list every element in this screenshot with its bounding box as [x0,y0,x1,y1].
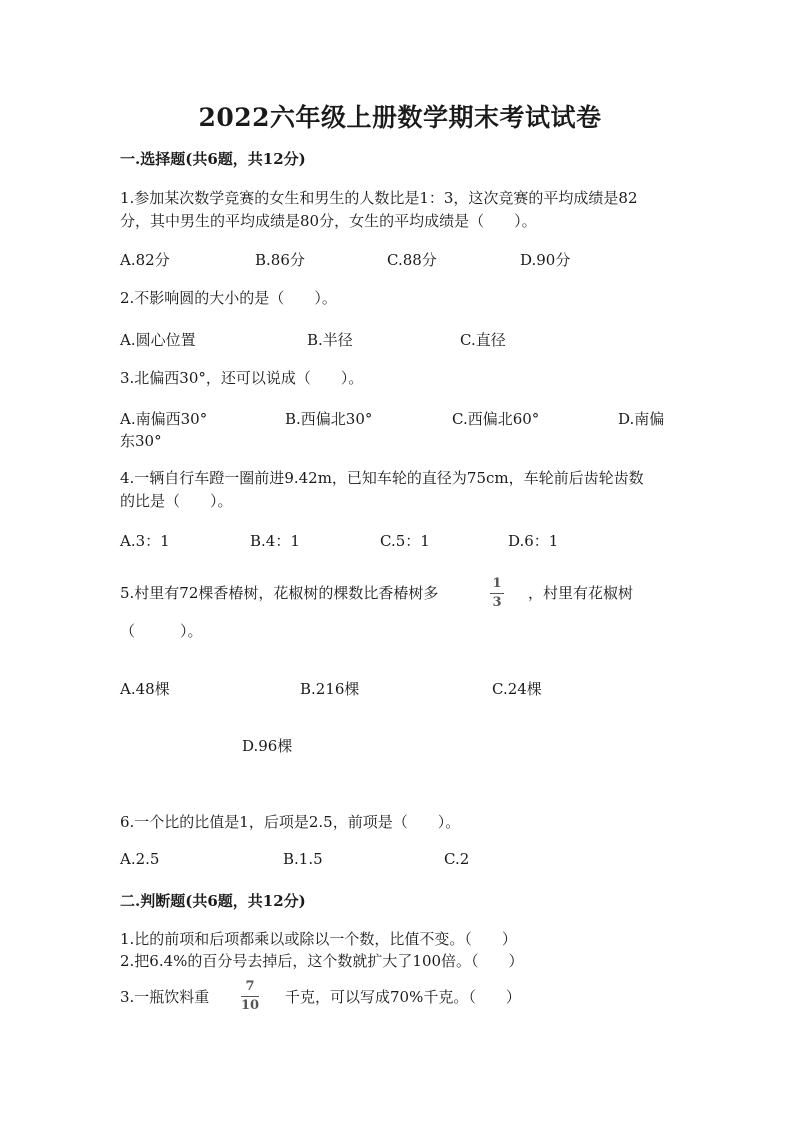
q5-option-d: D.96棵 [242,737,293,755]
q1-option-d: D.90分 [520,251,571,269]
q6-option-a: A.2.5 [120,850,160,868]
q5-option-c: C.24棵 [492,680,542,698]
question-5-line-2: （ ）。 [120,622,203,640]
question-3: 3.北偏西30°，还可以说成（ ）。 [120,369,364,387]
fraction-seven-tenths [241,980,259,1013]
q5-option-a: A.48棵 [120,680,170,698]
fraction-denominator: 10 [241,998,260,1013]
judge-question-2: 2.把6.4%的百分号去掉后，这个数就扩大了100倍。（ ） [120,952,524,970]
question-2: 2.不影响圆的大小的是（ ）。 [120,289,337,307]
fraction-denominator: 3 [492,595,502,610]
q6-option-c: C.2 [444,850,470,868]
fraction-numerator: 1 [492,576,502,591]
q3-option-c: C.西偏北60° [452,410,540,428]
q2-option-b: B.半径 [307,331,353,349]
q4-option-c: C.5：1 [380,532,430,550]
q1-option-c: C.88分 [387,251,437,269]
q3-option-d-continued: 东30° [120,432,162,450]
q6-option-b: B.1.5 [283,850,323,868]
q3-option-b: B.西偏北30° [285,410,373,428]
q1-option-b: B.86分 [255,251,305,269]
q3-option-d: D.南偏 [618,410,665,428]
question-4-line-2: 的比是（ ）。 [120,492,233,510]
fraction-one-third [490,577,504,610]
fraction-bar [490,593,504,594]
question-5-part-1: 5.村里有72棵香椿树，花椒树的棵数比香椿树多 [120,584,439,602]
q4-option-d: D.6：1 [508,532,559,550]
judge-question-3-part-2: 千克，可以写成70%千克。（ ） [285,988,521,1006]
question-1-line-2: 分，其中男生的平均成绩是80分，女生的平均成绩是（ ）。 [120,212,537,230]
question-1-line-1: 1.参加某次数学竞赛的女生和男生的人数比是1：3，这次竞赛的平均成绩是82 [120,189,638,207]
exam-title: 2022六年级上册数学期末考试试卷 [198,103,602,132]
question-5-part-2: ，村里有花椒树 [528,584,634,602]
q2-option-c: C.直径 [460,331,506,349]
fraction-numerator: 7 [245,979,255,994]
q1-option-a: A.82分 [120,251,170,269]
q4-option-a: A.3：1 [120,532,170,550]
judge-question-3-part-1: 3.一瓶饮料重 [120,988,210,1006]
q3-option-a: A.南偏西30° [120,410,208,428]
q4-option-b: B.4：1 [250,532,300,550]
fraction-bar [241,996,259,997]
section-heading-true-false: 二.判断题(共6题，共12分) [120,892,306,910]
question-4-line-1: 4.一辆自行车蹬一圈前进9.42m，已知车轮的直径为75cm，车轮前后齿轮齿数 [120,469,644,487]
section-heading-choice: 一.选择题(共6题，共12分) [120,150,306,168]
q5-option-b: B.216棵 [300,680,360,698]
q2-option-a: A.圆心位置 [120,331,196,349]
judge-question-1: 1.比的前项和后项都乘以或除以一个数，比值不变。（ ） [120,930,517,948]
question-6: 6.一个比的比值是1，后项是2.5，前项是（ ）。 [120,813,461,831]
